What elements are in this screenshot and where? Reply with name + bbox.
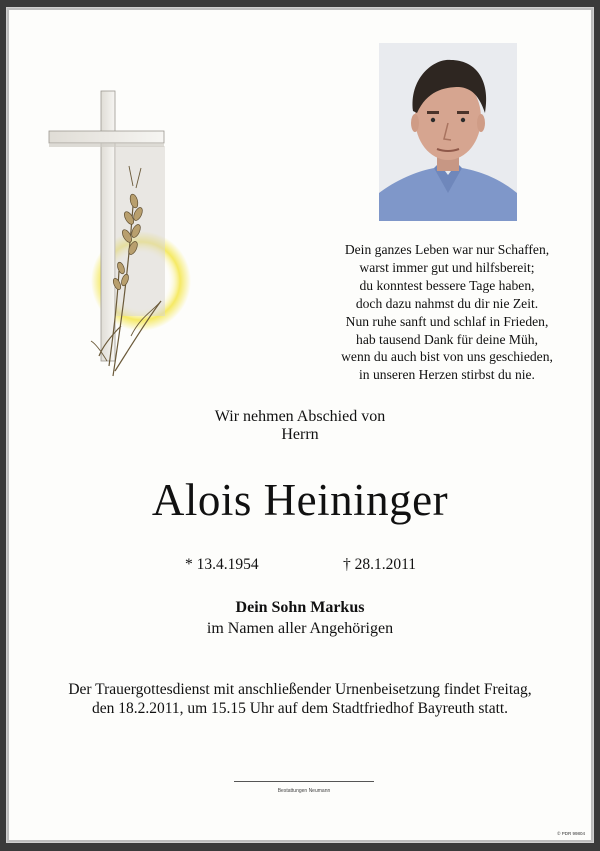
deceased-name: Alois Heininger	[151, 475, 449, 525]
mourner-name: Dein Sohn Markus	[235, 599, 365, 616]
cross-icon	[41, 86, 191, 386]
funeral-home: Bestattungen Neumann	[277, 788, 331, 794]
footer-divider	[234, 781, 374, 782]
poem-line: Dein ganzes Leben war nur Schaffen,	[344, 242, 550, 257]
print-mark: © PDR 99804	[557, 831, 585, 836]
farewell-line: Wir nehmen Abschied von	[214, 408, 386, 425]
poem-line: in unseren Herzen stirbst du nie.	[359, 367, 535, 383]
poem-line: wenn du auch bist von uns geschieden,	[341, 349, 553, 365]
poem	[277, 241, 600, 384]
poem-line: warst immer gut und hilfsbereit;	[359, 259, 535, 275]
poem-line: Nun ruhe sanft und schlaf in Frieden,	[345, 313, 549, 329]
poem-line: du konntest bessere Tage haben,	[359, 277, 535, 293]
service-line: Der Trauergottesdienst mit anschließender Urnenbeisetzung findet Freitag,	[68, 681, 532, 698]
cross-wheat-illustration	[41, 86, 191, 386]
portrait-photo	[379, 43, 517, 221]
poem-line: hab tausend Dank für deine Müh,	[356, 331, 538, 347]
honorific: Herrn	[281, 426, 319, 443]
mourner-subtitle: im Namen aller Angehörigen	[206, 620, 394, 637]
service-announcement	[7, 680, 593, 718]
birth-date: * 13.4.1954	[185, 556, 259, 573]
poem-line: doch dazu nahmst du dir nie Zeit.	[355, 295, 539, 311]
service-line: den 18.2.2011, um 15.15 Uhr auf dem Stadtfriedhof Bayreuth statt.	[91, 700, 509, 717]
obituary-card	[6, 7, 594, 843]
death-date: † 28.1.2011	[343, 556, 417, 573]
